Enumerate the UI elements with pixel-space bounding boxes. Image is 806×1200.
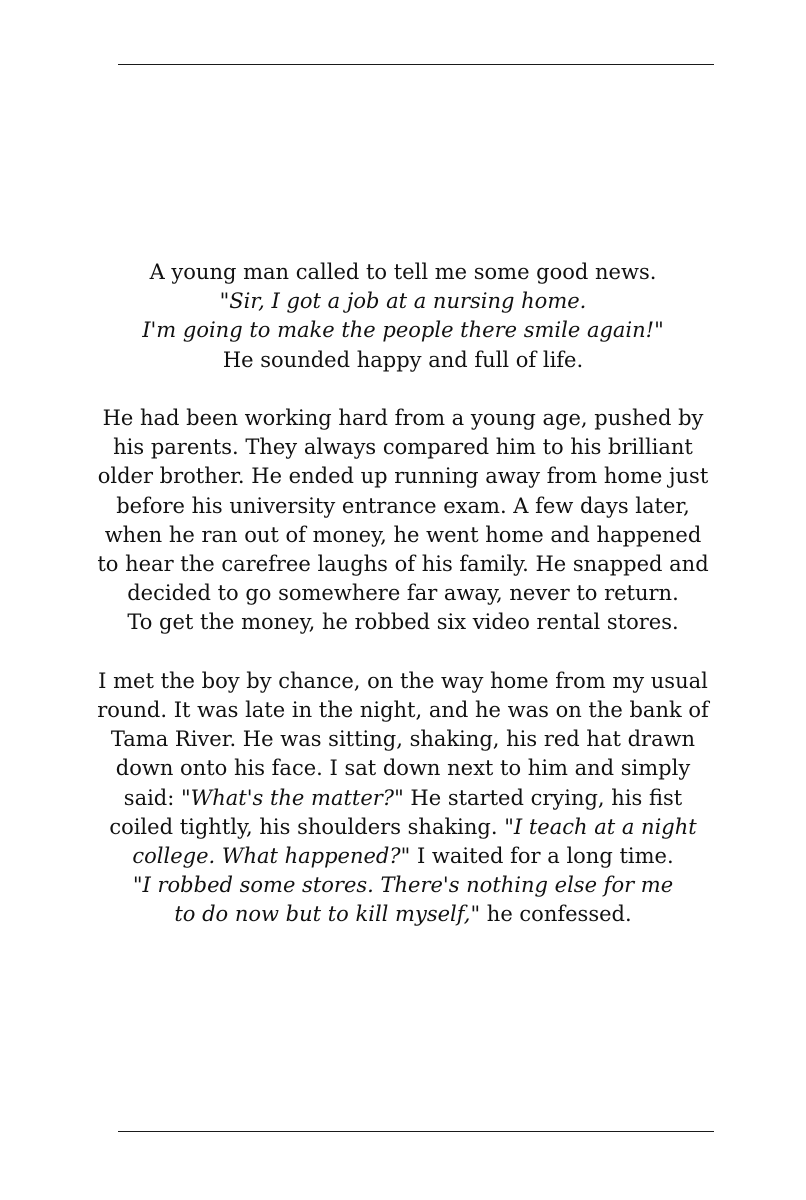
text-segment: " he confessed. — [470, 902, 632, 927]
text-line — [40, 667, 766, 696]
bottom-rule — [118, 1131, 714, 1132]
text-segment: To get the money, he robbed six video rental stores. — [127, 610, 679, 635]
text-segment: his parents. They always compared him to his brilliant — [113, 435, 693, 460]
text-line — [40, 316, 766, 345]
story-text — [40, 258, 766, 930]
text-segment: " — [132, 873, 143, 898]
paragraph-2 — [40, 404, 766, 638]
text-line — [40, 813, 766, 842]
text-segment: said: " — [123, 785, 191, 810]
italic-quote-segment: What's the matter? — [190, 785, 395, 810]
text-segment: older brother. He ended up running away from home just — [97, 464, 709, 489]
top-rule — [118, 64, 714, 65]
text-segment: He had been working hard from a young age, pushed by — [102, 406, 704, 430]
italic-quote-segment: college. What happened? — [132, 844, 401, 869]
text-line — [40, 579, 766, 608]
text-segment: " I waited for a long time. — [400, 844, 674, 869]
italic-quote-segment: I teach at a night — [513, 814, 697, 839]
text-segment: He sounded happy and full of life. — [222, 347, 584, 372]
text-line — [40, 550, 766, 579]
text-segment: round. It was late in the night, and he was on the bank of — [97, 698, 709, 723]
text-segment: I met the boy by chance, on the way home from my usual — [98, 668, 708, 693]
text-line — [40, 521, 766, 550]
text-line — [40, 784, 766, 813]
paragraph-3 — [40, 667, 766, 930]
text-line — [40, 842, 766, 871]
text-segment: down onto his face. I sat down next to him and simply — [115, 756, 691, 781]
italic-quote-segment: to do now but to kill myself, — [174, 902, 471, 927]
text-line — [40, 346, 766, 375]
text-segment: when he ran out of money, he went home and happened — [104, 522, 702, 547]
italic-quote-segment: I robbed some stores. There's nothing else for me — [142, 873, 674, 898]
text-line — [40, 871, 766, 900]
text-line — [40, 462, 766, 491]
text-line — [40, 754, 766, 783]
text-line — [40, 287, 766, 316]
italic-quote-segment: I'm going to make the people there smile again!" — [142, 318, 664, 343]
text-segment: to hear the carefree laughs of his family. He snapped and — [97, 552, 709, 577]
text-segment: A young man called to tell me some good news. — [149, 260, 657, 284]
text-segment: decided to go somewhere far away, never to return. — [127, 581, 679, 606]
text-line — [40, 725, 766, 754]
text-segment: Tama River. He was sitting, shaking, his red hat drawn — [110, 727, 696, 752]
italic-quote-segment: "Sir, I got a job at a nursing home. — [219, 289, 587, 314]
text-line — [40, 433, 766, 462]
text-line — [40, 404, 766, 433]
text-line — [40, 900, 766, 929]
text-segment: " He started crying, his fist — [394, 785, 683, 810]
text-line — [40, 608, 766, 637]
text-line — [40, 492, 766, 521]
text-segment: coiled tightly, his shoulders shaking. " — [109, 814, 514, 839]
paragraph-1 — [40, 258, 766, 375]
text-line — [40, 696, 766, 725]
text-segment: before his university entrance exam. A few days later, — [116, 493, 690, 518]
text-line — [40, 258, 766, 287]
